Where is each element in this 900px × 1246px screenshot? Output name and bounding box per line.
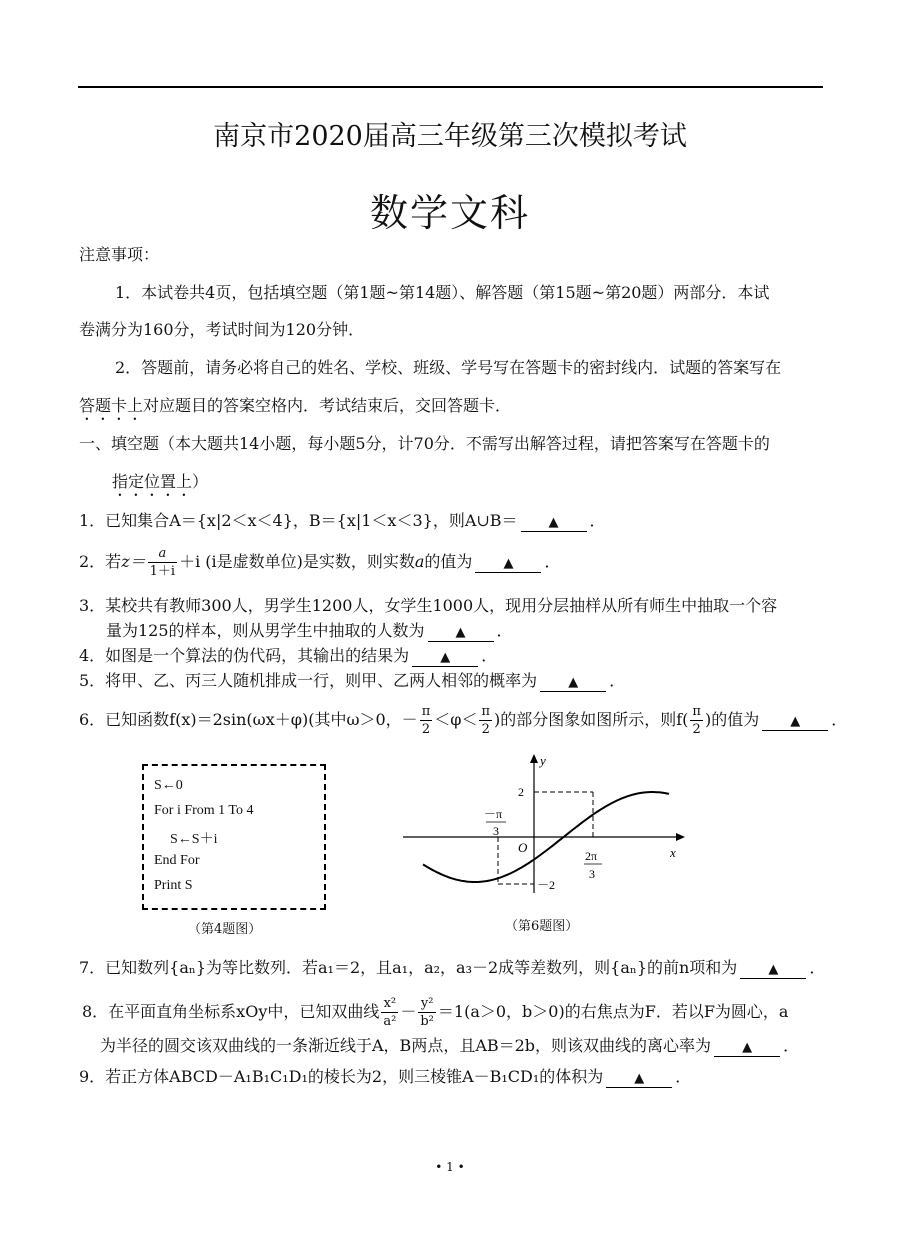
question-8-line-2: 为半径的圆交该双曲线的一条渐近线于A，B两点，且AB＝2b，则该双曲线的离心率为 ▲ ． — [100, 1036, 800, 1055]
y-axis-arrow — [530, 754, 538, 763]
answer-blank[interactable]: ▲ — [740, 962, 806, 979]
section-heading-line-2: 指定位置上） — [112, 472, 209, 491]
answer-blank[interactable]: ▲ — [521, 515, 587, 532]
note-1-line-2: 卷满分为160分，考试时间为120分钟． — [79, 320, 365, 339]
answer-blank[interactable]: ▲ — [606, 1071, 672, 1088]
neg-tick-den: 3 — [493, 824, 499, 838]
exam-title: 南京市2020届高三年级第三次模拟考试 — [213, 121, 687, 152]
pseudocode-box — [142, 764, 326, 910]
max-label: 2 — [518, 785, 524, 799]
code-line: For i From 1 To 4 — [154, 803, 254, 818]
answer-blank[interactable]: ▲ — [714, 1040, 780, 1057]
top-rule — [78, 86, 823, 88]
answer-blank[interactable]: ▲ — [762, 714, 828, 731]
subject-title: 数学文科 — [369, 191, 530, 235]
fraction: $\frac{\pi}{2}$ — [481, 704, 490, 737]
answer-blank[interactable]: ▲ — [428, 625, 494, 642]
note-2-line-2: 答题卡上对应题目的答案空格内．考试结束后，交回答题卡． — [79, 396, 512, 415]
question-2: 2．若z＝ $\frac{a}{1+i}$ ＋i (i是虚数单位)是实数，则实数a的值为 ▲ ． — [79, 546, 561, 579]
answer-blank[interactable]: ▲ — [540, 675, 606, 692]
min-label: －2 — [537, 878, 556, 892]
fraction: $\frac{a}{1+i}$ — [149, 546, 176, 579]
page-number: • 1 • — [435, 1160, 465, 1174]
notes-heading: 注意事项： — [79, 245, 160, 264]
origin-label: O — [518, 840, 528, 855]
note-1-line-1: 1．本试卷共4页，包括填空题（第1题~第14题）、解答题（第15题~第20题）两部分．本试 — [115, 283, 770, 302]
x-axis-arrow — [676, 833, 685, 841]
sine-graph — [398, 748, 698, 898]
fraction: $\frac{\text{y²}}{\text{b²}}$ — [420, 996, 434, 1029]
question-3-line-1: 3．某校共有教师300人，男学生1200人，女学生1000人，现用分层抽样从所有师生中抽取一个容 — [79, 596, 778, 615]
figure-6-caption: （第6题图） — [505, 919, 579, 934]
pos-tick-num: 2π — [585, 849, 598, 863]
pos-tick-den: 3 — [589, 867, 595, 881]
question-8-line-1: 8．在平面直角坐标系xOy中，已知双曲线 $\frac{\text{x²}}{\text{a²}}$ － $\frac{\text{y²}}{\text{b²}}$ ＝1(a＞0，b＞0)的右焦点为F．若以F为圆心，a — [82, 996, 789, 1029]
emphasized-text: 答题卡上 — [79, 396, 144, 415]
figure-4-caption: （第4题图） — [188, 922, 262, 937]
fraction: $\frac{\text{x²}}{\text{a²}}$ — [383, 996, 397, 1029]
question-6: 6．已知函数f(x)＝2sin(ωx＋φ)(其中ω＞0，－ $\frac{\pi}{2}$ ＜φ＜ $\frac{\pi}{2}$ )的部分图象如图所示，则f( $\frac{\pi}{2}$ )的值为 ▲ ． — [79, 704, 848, 737]
neg-tick-num: －π — [484, 807, 503, 821]
answer-blank[interactable]: ▲ — [475, 556, 541, 573]
section-heading: 一、填空题（本大题共14小题，每小题5分，计70分．不需写出解答过程，请把答案写在答题卡的 — [79, 434, 770, 453]
code-line: End For — [154, 853, 200, 868]
answer-blank[interactable]: ▲ — [412, 650, 478, 667]
code-line: S←0 — [154, 778, 183, 793]
emphasized-text: 指定位置上 — [112, 472, 193, 491]
x-label: x — [670, 845, 676, 860]
question-9: 9．若正方体ABCD－A₁B₁C₁D₁的棱长为2，则三棱锥A－B₁CD₁的体积为 ▲ ． — [79, 1067, 692, 1086]
question-4: 4．如图是一个算法的伪代码，其输出的结果为 ▲ ． — [79, 646, 498, 665]
question-1: 1．已知集合A＝{x|2＜x＜4}，B＝{x|1＜x＜3}，则A∪B＝ ▲ ． — [79, 511, 606, 530]
code-line: Print S — [154, 878, 193, 893]
note-2-line-1: 2．答题前，请务必将自己的姓名、学校、班级、学号写在答题卡的密封线内．试题的答案写在 — [115, 358, 782, 377]
fraction: $\frac{\pi}{2}$ — [692, 704, 701, 737]
y-label: y — [540, 753, 546, 768]
question-7: 7．已知数列{aₙ}为等比数列．若a₁＝2，且a₁，a₂，a₃－2成等差数列，则{aₙ}的前n项和为 ▲ ． — [79, 958, 826, 977]
code-line: S←S＋i — [170, 832, 218, 847]
fraction: $\frac{\pi}{2}$ — [421, 704, 431, 737]
question-3-line-2: 量为125的样本，则从男学生中抽取的人数为 ▲ ． — [106, 621, 513, 640]
question-5: 5．将甲、乙、丙三人随机排成一行，则甲、乙两人相邻的概率为 ▲ ． — [79, 671, 626, 690]
